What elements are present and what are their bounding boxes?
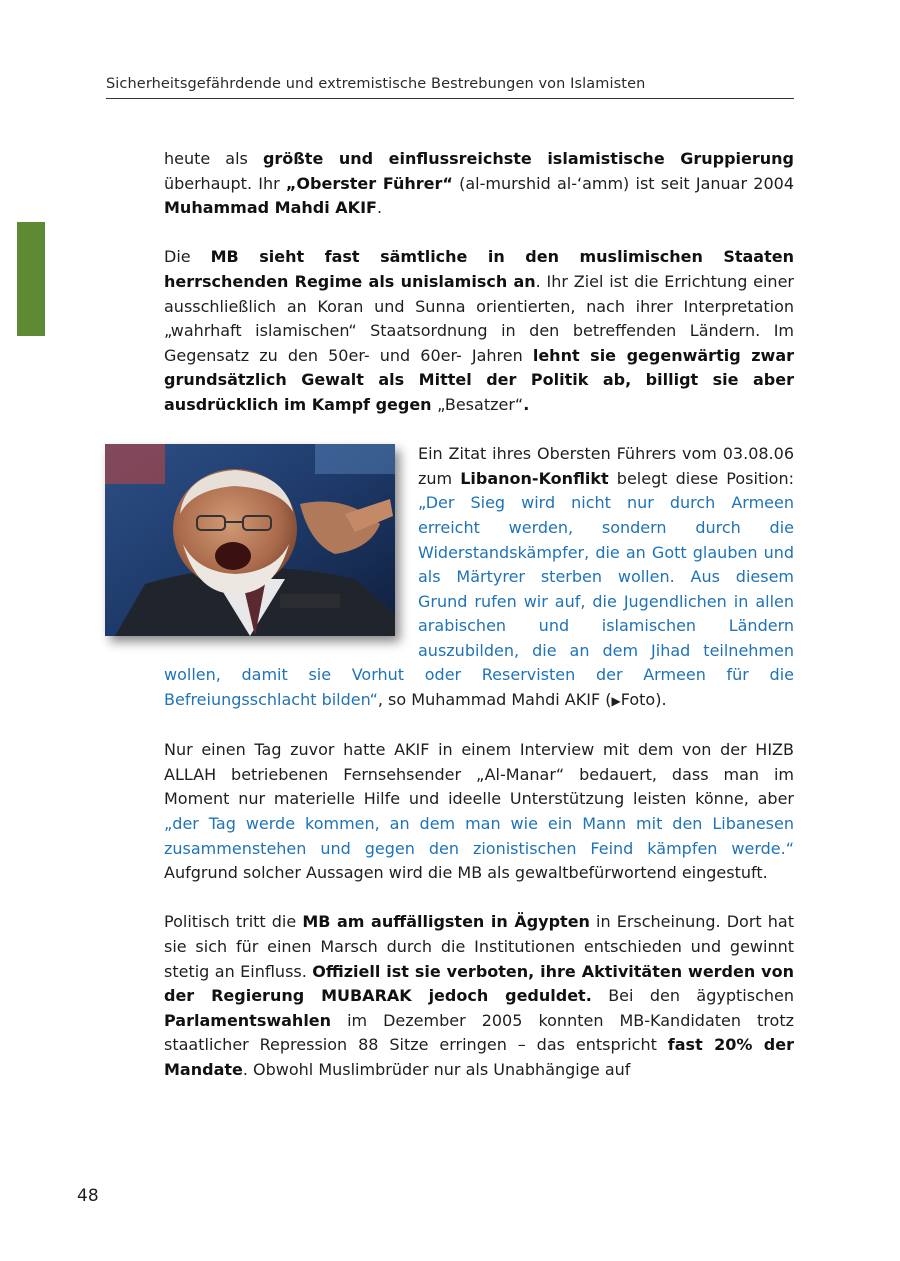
running-header: Sicherheitsgefährdende und extremistische Bestrebungen von Islamisten — [106, 76, 646, 92]
reference-arrow-icon: ▶ — [611, 694, 621, 709]
page-number: 48 — [77, 1186, 99, 1206]
text-run: heute als — [164, 149, 263, 168]
bold-run: . — [523, 394, 530, 414]
bold-run: „Oberster Führer“ — [285, 173, 453, 193]
body-text — [164, 147, 794, 1107]
portrait-photo-frame — [105, 444, 402, 642]
text-run: Politisch tritt die — [164, 912, 303, 932]
text-run: Ein Zitat ihres Obersten Führers vom 03.08.06 zum — [418, 444, 794, 488]
text-run: im Dezember 2005 konnten MB-Kandidaten trotz staatlicher Repression 88 Sitze erringen – das entspricht — [164, 1010, 794, 1055]
text-run: . Obwohl Muslimbrüder nur als Unabhängige auf — [242, 1059, 631, 1079]
text-run: , so Muhammad Mahdi AKIF ( — [377, 690, 612, 710]
bold-run: Offiziell ist sie verboten, ihre Aktivitäten werden von der Regierung MUBARAK jedoch geduldet. — [164, 961, 794, 1006]
quote-run: „Der Sieg wird nicht nur durch Armeen erreicht werden, sondern durch die Widerstandskämpfer, die an Gott glauben und als Märtyrer sterben wollen. Aus diesem Grund rufen wir auf, die Jugendlichen in allen arabischen und islamischen Ländern auszubilden, die an dem Jihad teilnehmen wollen, damit sie Vorhut oder Reservisten der Armeen für die Befreiungsschlacht bilden“ — [164, 493, 794, 710]
text-run: Bei den ägyptischen — [591, 986, 794, 1006]
text-run: . Ihr Ziel ist die Errichtung einer ausschließlich an Koran und Sunna orientierten, nach ihrer Interpretation „wahrhaft islamischen“ Staatsordnung in den betreffenden Ländern. Im Gegensatz zu den 50er- und 60er- Jahren — [164, 271, 794, 365]
text-run: Die — [164, 247, 211, 267]
bold-run: Parlamentswahlen — [164, 1010, 332, 1030]
bold-run: Muhammad Mahdi AKIF — [164, 198, 377, 218]
text-run: überhaupt. Ihr — [164, 173, 286, 193]
bold-run: lehnt sie gegenwärtig zwar grundsätzlich Gewalt als Mittel der Politik ab, billigt sie aber ausdrücklich im Kampf gegen — [164, 345, 795, 414]
bold-run: Libanon-Konflikt — [460, 468, 609, 488]
paragraph-2 — [164, 245, 794, 417]
bold-run: größte und einflussreichste islamistische Gruppierung — [262, 149, 794, 168]
header-rule — [106, 98, 794, 99]
bold-run: MB am auffälligsten in Ägypten — [302, 912, 590, 932]
paragraph-1 — [164, 147, 794, 221]
bold-run: fast 20% der Mandate — [164, 1035, 794, 1079]
paragraph-4 — [164, 738, 794, 886]
text-run: belegt diese Position: — [608, 468, 794, 488]
text-run: Aufgrund solcher Aussagen wird die MB als gewaltbefürwortend eingestuft. — [164, 863, 768, 883]
text-run: „Besatzer“ — [437, 394, 524, 414]
text-run: (al-murshid al-‘amm) ist seit Januar 2004 — [452, 173, 794, 193]
text-run: . — [376, 198, 383, 218]
chapter-tab-marker — [17, 222, 45, 336]
text-run: in Erscheinung. Dort hat sie sich für einen Marsch durch die Institutionen entschieden und gewinnt stetig an Einfluss. — [164, 912, 794, 981]
quote-run: „der Tag werde kommen, an dem man wie ein Mann mit den Libanesen zusammenstehen und gegen den zionistischen Feind kämpfen werde.“ — [164, 814, 794, 858]
text-run: Foto). — [620, 690, 667, 710]
paragraph-5 — [164, 910, 794, 1082]
bold-run: MB sieht fast sämtliche in den muslimischen Staaten herrschenden Regime als unislamisch an — [164, 247, 794, 291]
portrait-photo — [105, 444, 395, 636]
text-run: Nur einen Tag zuvor hatte AKIF in einem Interview mit dem von der HIZB ALLAH betriebenen Fernsehsender „Al-Manar“ bedauert, dass man im Moment nur materielle Hilfe und ideelle Unterstützung leisten könne, aber — [164, 740, 794, 809]
speaker-photo-illustration — [105, 444, 395, 636]
paragraph-3 — [164, 442, 794, 714]
